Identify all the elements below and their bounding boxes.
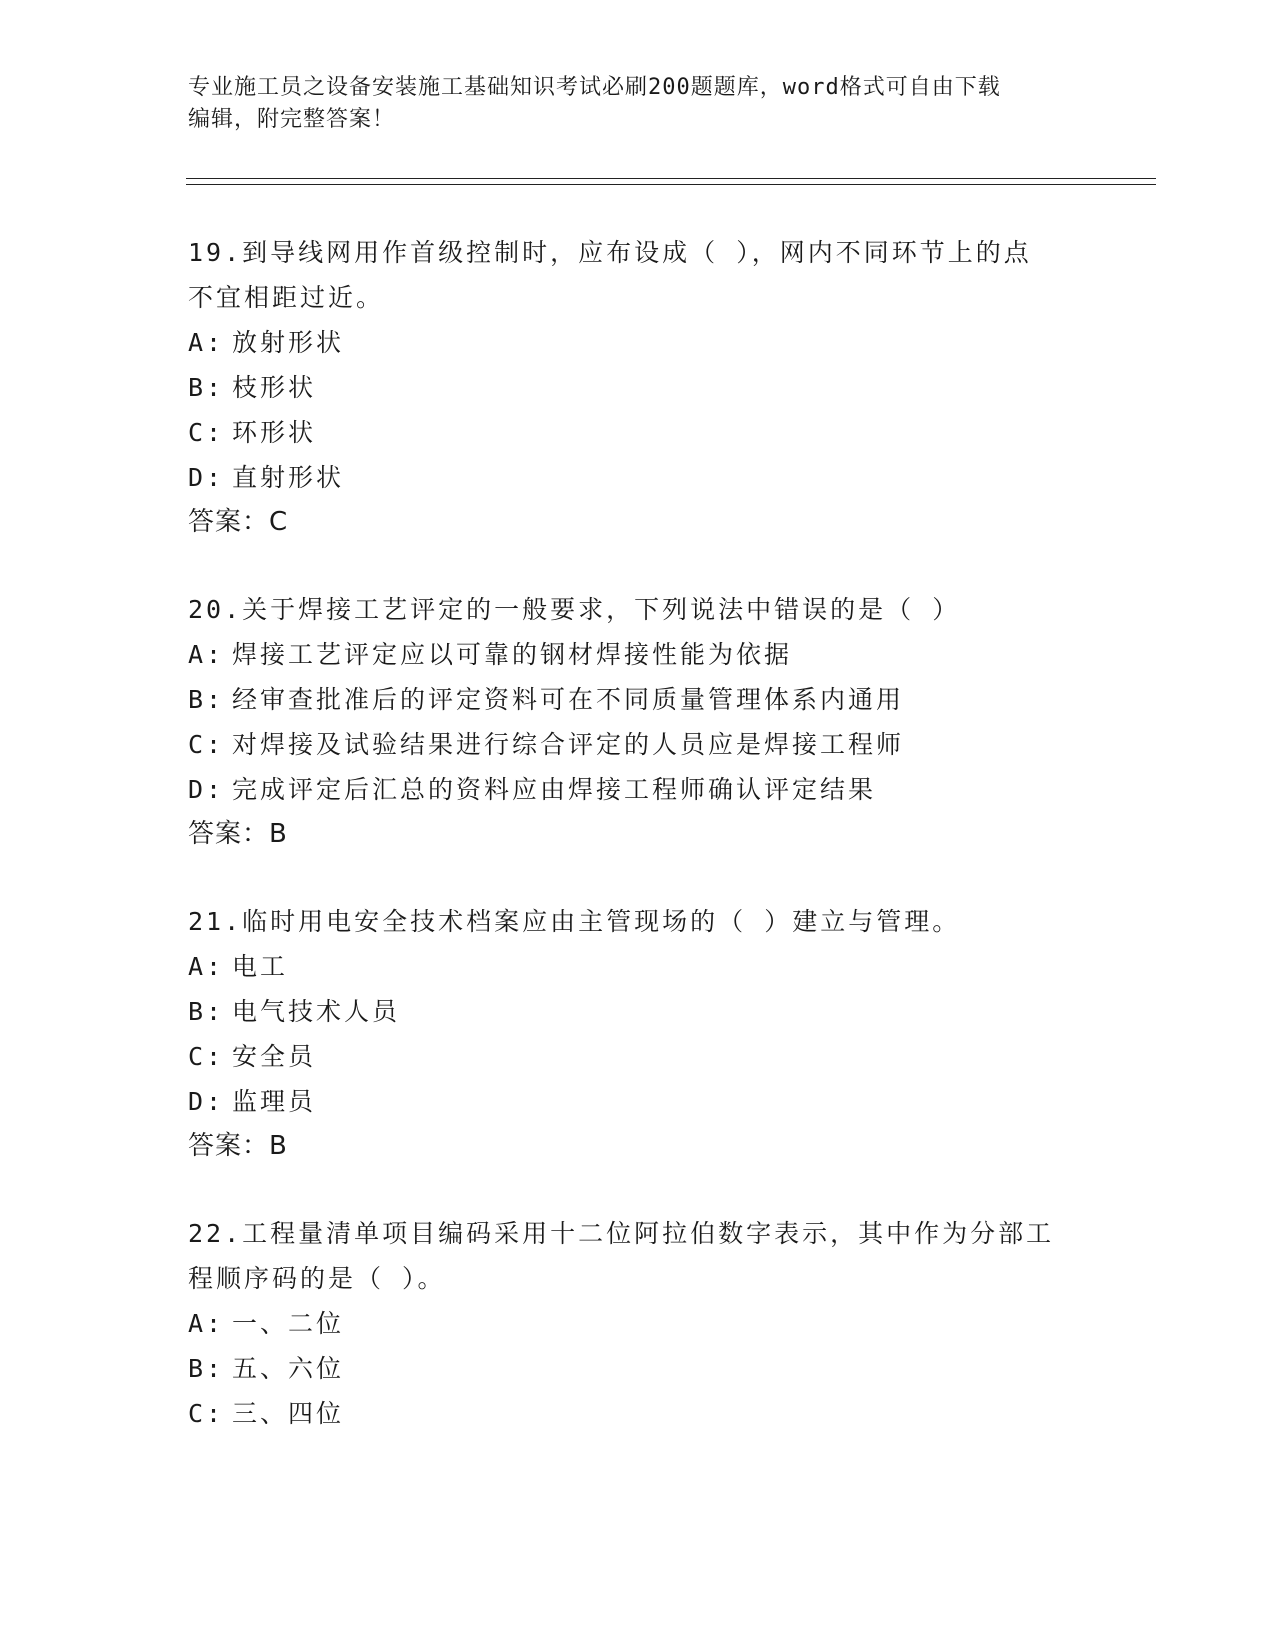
- option-c: [188, 722, 1088, 767]
- option-letter: C:: [188, 1042, 225, 1071]
- question-stem-line: 21.临时用电安全技术档案应由主管现场的（ ）建立与管理。: [188, 907, 961, 936]
- option-text: 放射形状: [232, 328, 345, 357]
- option-text: 电气技术人员: [232, 997, 401, 1026]
- question-stem-line: 19.到导线网用作首级控制时，应布设成（ ），网内不同环节上的点: [188, 238, 1032, 267]
- option-text: 电工: [232, 952, 289, 981]
- option-b: [188, 1346, 1088, 1391]
- option-letter: A:: [188, 1309, 225, 1338]
- answer-label: 答案：B: [188, 1131, 288, 1161]
- option-text: 三、四位: [232, 1399, 345, 1428]
- option-text: 焊接工艺评定应以可靠的钢材焊接性能为依据: [232, 640, 793, 669]
- option-letter: C:: [188, 730, 225, 759]
- question-list: [188, 230, 1088, 1478]
- option-letter: B:: [188, 1354, 225, 1383]
- option-letter: C:: [188, 1399, 225, 1428]
- question-22: [188, 1211, 1088, 1436]
- option-a: [188, 320, 1088, 365]
- option-d: [188, 455, 1088, 500]
- question-20: [188, 587, 1088, 857]
- question-21: [188, 899, 1088, 1169]
- option-d: [188, 767, 1088, 812]
- option-letter: D:: [188, 775, 225, 804]
- answer-label: 答案：C: [188, 507, 289, 537]
- option-a: [188, 632, 1088, 677]
- option-b: [188, 677, 1088, 722]
- option-text: 完成评定后汇总的资料应由焊接工程师确认评定结果: [232, 775, 877, 804]
- option-b: [188, 365, 1088, 410]
- question-stem-line: 20.关于焊接工艺评定的一般要求，下列说法中错误的是（ ）: [188, 595, 961, 624]
- option-a: [188, 944, 1088, 989]
- option-c: [188, 410, 1088, 455]
- option-text: 环形状: [232, 418, 317, 447]
- option-letter: D:: [188, 1087, 225, 1116]
- header-line-2: 编辑，附完整答案！: [188, 107, 396, 132]
- option-text: 安全员: [232, 1042, 317, 1071]
- question-stem-line: 22.工程量清单项目编码采用十二位阿拉伯数字表示，其中作为分部工: [188, 1219, 1055, 1248]
- option-text: 枝形状: [232, 373, 317, 402]
- option-letter: A:: [188, 952, 225, 981]
- question-19: [188, 230, 1088, 545]
- option-a: [188, 1301, 1088, 1346]
- option-c: [188, 1034, 1088, 1079]
- option-b: [188, 989, 1088, 1034]
- option-text: 五、六位: [232, 1354, 345, 1383]
- option-letter: B:: [188, 685, 225, 714]
- document-header: [188, 72, 1088, 136]
- option-d: [188, 1079, 1088, 1124]
- header-divider: [186, 178, 1156, 185]
- option-letter: B:: [188, 373, 225, 402]
- option-letter: D:: [188, 463, 225, 492]
- option-letter: A:: [188, 640, 225, 669]
- header-line-1: 专业施工员之设备安装施工基础知识考试必刷200题题库，word格式可自由下载: [188, 75, 1001, 100]
- option-text: 对焊接及试验结果进行综合评定的人员应是焊接工程师: [232, 730, 905, 759]
- option-text: 监理员: [232, 1087, 317, 1116]
- option-text: 一、二位: [232, 1309, 345, 1338]
- option-c: [188, 1391, 1088, 1436]
- answer-label: 答案：B: [188, 819, 288, 849]
- question-stem-line: 程顺序码的是（ ）。: [188, 1264, 446, 1293]
- option-letter: B:: [188, 997, 225, 1026]
- option-text: 直射形状: [232, 463, 345, 492]
- option-text: 经审查批准后的评定资料可在不同质量管理体系内通用: [232, 685, 905, 714]
- option-letter: A:: [188, 328, 225, 357]
- question-stem-line: 不宜相距过近。: [188, 283, 385, 312]
- option-letter: C:: [188, 418, 225, 447]
